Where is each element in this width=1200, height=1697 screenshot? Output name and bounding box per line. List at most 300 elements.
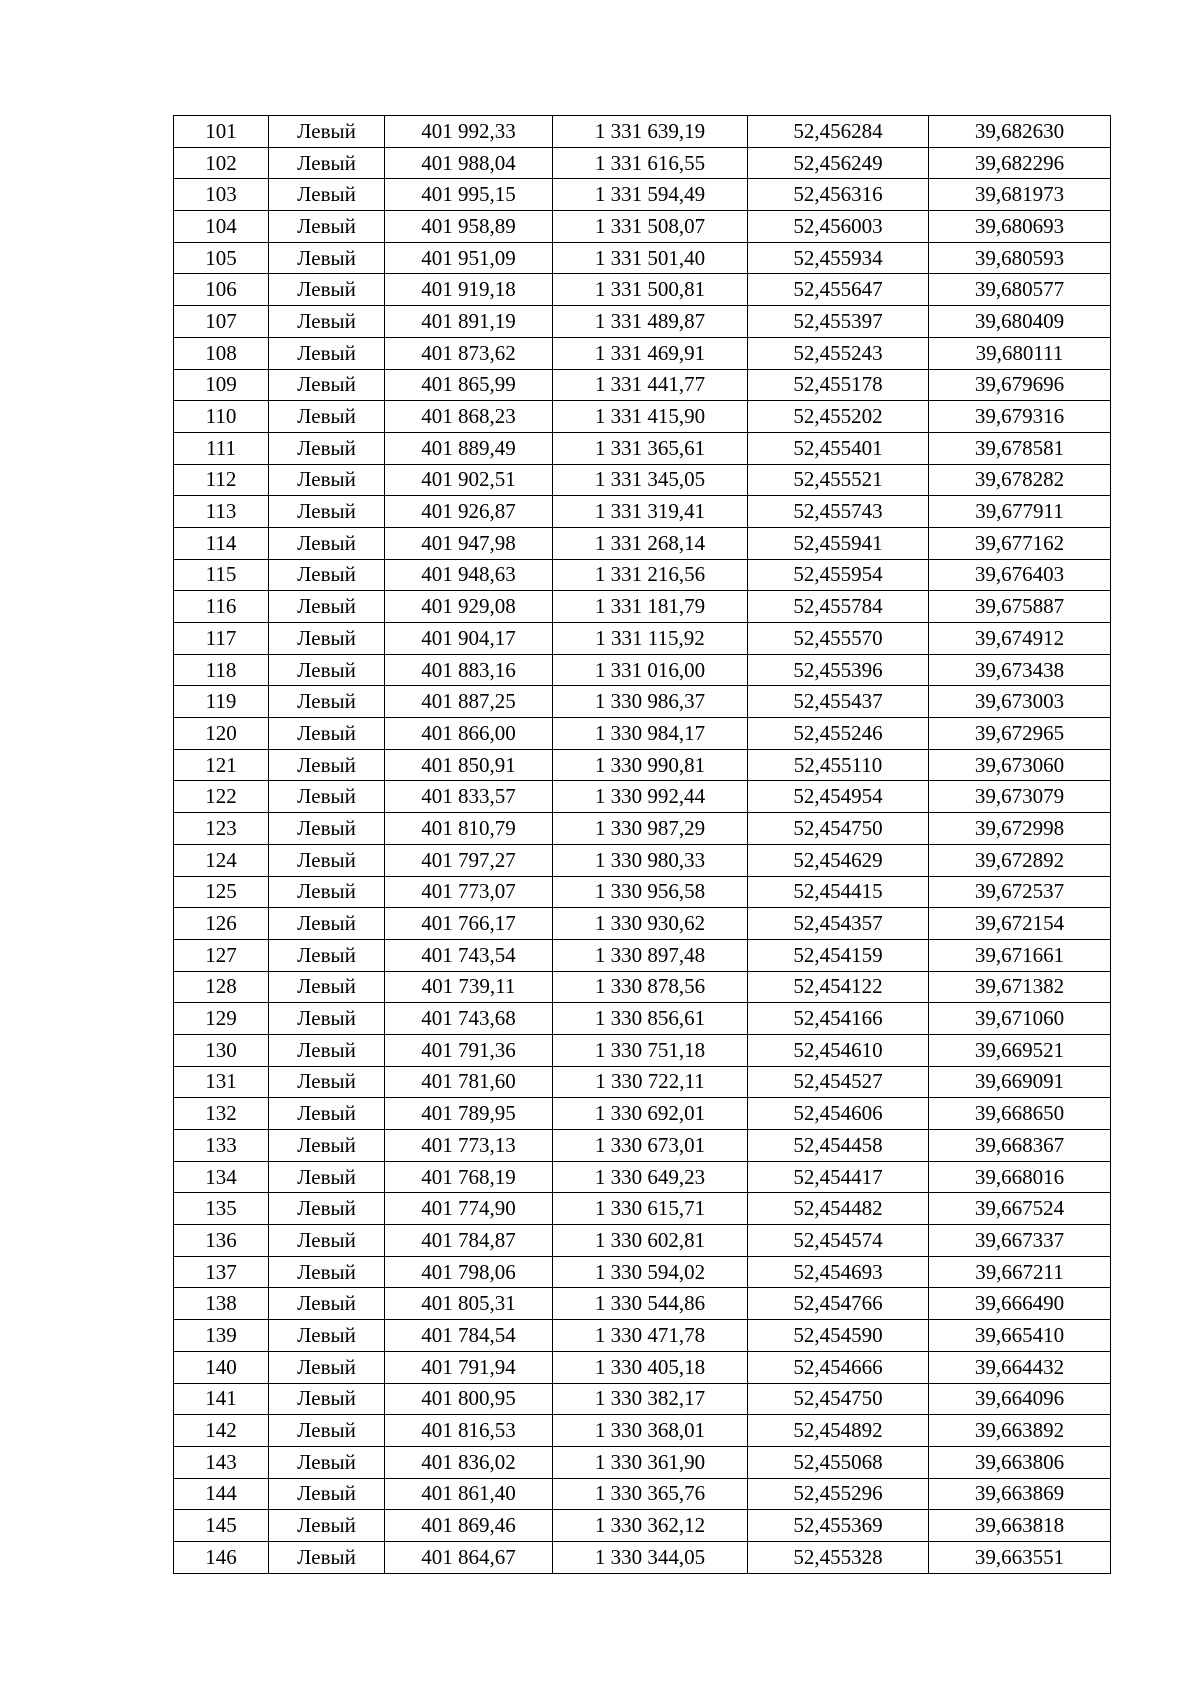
latitude-cell: 52,454527 [748, 1066, 929, 1098]
latitude-cell: 52,455328 [748, 1541, 929, 1573]
latitude-cell: 52,455202 [748, 401, 929, 433]
table-row [174, 1098, 1111, 1130]
side-cell: Левый [269, 211, 385, 243]
y-coordinate-cell: 1 330 992,44 [553, 781, 748, 813]
y-coordinate-cell: 1 331 319,41 [553, 496, 748, 528]
longitude-cell: 39,678282 [929, 464, 1111, 496]
latitude-cell: 52,454458 [748, 1130, 929, 1162]
point-number-cell: 107 [174, 306, 269, 338]
side-cell: Левый [269, 306, 385, 338]
x-coordinate-cell: 401 739,11 [385, 971, 553, 1003]
table-row [174, 1193, 1111, 1225]
table-row [174, 971, 1111, 1003]
side-cell: Левый [269, 432, 385, 464]
x-coordinate-cell: 401 791,94 [385, 1351, 553, 1383]
y-coordinate-cell: 1 331 365,61 [553, 432, 748, 464]
x-coordinate-cell: 401 919,18 [385, 274, 553, 306]
point-number-cell: 126 [174, 908, 269, 940]
table-row [174, 337, 1111, 369]
point-number-cell: 113 [174, 496, 269, 528]
table-row [174, 1288, 1111, 1320]
latitude-cell: 52,454590 [748, 1320, 929, 1352]
longitude-cell: 39,673079 [929, 781, 1111, 813]
table-row [174, 432, 1111, 464]
y-coordinate-cell: 1 331 415,90 [553, 401, 748, 433]
table-row [174, 1415, 1111, 1447]
y-coordinate-cell: 1 330 930,62 [553, 908, 748, 940]
latitude-cell: 52,455954 [748, 559, 929, 591]
point-number-cell: 122 [174, 781, 269, 813]
point-number-cell: 120 [174, 718, 269, 750]
y-coordinate-cell: 1 331 268,14 [553, 527, 748, 559]
point-number-cell: 129 [174, 1003, 269, 1035]
longitude-cell: 39,681973 [929, 179, 1111, 211]
table-row [174, 813, 1111, 845]
latitude-cell: 52,455397 [748, 306, 929, 338]
longitude-cell: 39,672537 [929, 876, 1111, 908]
point-number-cell: 108 [174, 337, 269, 369]
latitude-cell: 52,455178 [748, 369, 929, 401]
table-row [174, 369, 1111, 401]
point-number-cell: 139 [174, 1320, 269, 1352]
longitude-cell: 39,668016 [929, 1161, 1111, 1193]
x-coordinate-cell: 401 850,91 [385, 749, 553, 781]
longitude-cell: 39,664432 [929, 1351, 1111, 1383]
y-coordinate-cell: 1 331 639,19 [553, 116, 748, 148]
point-number-cell: 103 [174, 179, 269, 211]
point-number-cell: 138 [174, 1288, 269, 1320]
longitude-cell: 39,675887 [929, 591, 1111, 623]
latitude-cell: 52,455784 [748, 591, 929, 623]
side-cell: Левый [269, 1066, 385, 1098]
table-row [174, 939, 1111, 971]
latitude-cell: 52,454415 [748, 876, 929, 908]
longitude-cell: 39,673060 [929, 749, 1111, 781]
point-number-cell: 117 [174, 623, 269, 655]
longitude-cell: 39,663806 [929, 1446, 1111, 1478]
latitude-cell: 52,454629 [748, 844, 929, 876]
x-coordinate-cell: 401 833,57 [385, 781, 553, 813]
point-number-cell: 119 [174, 686, 269, 718]
side-cell: Левый [269, 1034, 385, 1066]
latitude-cell: 52,454574 [748, 1225, 929, 1257]
longitude-cell: 39,669091 [929, 1066, 1111, 1098]
side-cell: Левый [269, 1098, 385, 1130]
x-coordinate-cell: 401 869,46 [385, 1510, 553, 1542]
point-number-cell: 128 [174, 971, 269, 1003]
table-row [174, 654, 1111, 686]
longitude-cell: 39,667211 [929, 1256, 1111, 1288]
point-number-cell: 145 [174, 1510, 269, 1542]
y-coordinate-cell: 1 330 673,01 [553, 1130, 748, 1162]
point-number-cell: 142 [174, 1415, 269, 1447]
longitude-cell: 39,666490 [929, 1288, 1111, 1320]
point-number-cell: 135 [174, 1193, 269, 1225]
y-coordinate-cell: 1 330 751,18 [553, 1034, 748, 1066]
point-number-cell: 146 [174, 1541, 269, 1573]
side-cell: Левый [269, 1383, 385, 1415]
table-row [174, 1351, 1111, 1383]
longitude-cell: 39,672892 [929, 844, 1111, 876]
point-number-cell: 114 [174, 527, 269, 559]
longitude-cell: 39,676403 [929, 559, 1111, 591]
point-number-cell: 121 [174, 749, 269, 781]
y-coordinate-cell: 1 330 405,18 [553, 1351, 748, 1383]
longitude-cell: 39,671661 [929, 939, 1111, 971]
y-coordinate-cell: 1 330 544,86 [553, 1288, 748, 1320]
table-row [174, 306, 1111, 338]
point-number-cell: 116 [174, 591, 269, 623]
side-cell: Левый [269, 591, 385, 623]
latitude-cell: 52,455110 [748, 749, 929, 781]
side-cell: Левый [269, 147, 385, 179]
table-row [174, 844, 1111, 876]
side-cell: Левый [269, 908, 385, 940]
y-coordinate-cell: 1 331 216,56 [553, 559, 748, 591]
side-cell: Левый [269, 813, 385, 845]
x-coordinate-cell: 401 926,87 [385, 496, 553, 528]
side-cell: Левый [269, 1256, 385, 1288]
point-number-cell: 112 [174, 464, 269, 496]
latitude-cell: 52,455743 [748, 496, 929, 528]
table-row [174, 1130, 1111, 1162]
longitude-cell: 39,672154 [929, 908, 1111, 940]
table-row [174, 908, 1111, 940]
longitude-cell: 39,680409 [929, 306, 1111, 338]
coordinates-table-body [174, 116, 1111, 1574]
table-row [174, 1446, 1111, 1478]
side-cell: Левый [269, 654, 385, 686]
latitude-cell: 52,455369 [748, 1510, 929, 1542]
point-number-cell: 130 [174, 1034, 269, 1066]
x-coordinate-cell: 401 781,60 [385, 1066, 553, 1098]
longitude-cell: 39,668650 [929, 1098, 1111, 1130]
table-row [174, 1066, 1111, 1098]
y-coordinate-cell: 1 330 980,33 [553, 844, 748, 876]
point-number-cell: 124 [174, 844, 269, 876]
side-cell: Левый [269, 337, 385, 369]
x-coordinate-cell: 401 988,04 [385, 147, 553, 179]
table-row [174, 147, 1111, 179]
side-cell: Левый [269, 116, 385, 148]
point-number-cell: 109 [174, 369, 269, 401]
side-cell: Левый [269, 623, 385, 655]
x-coordinate-cell: 401 904,17 [385, 623, 553, 655]
y-coordinate-cell: 1 330 615,71 [553, 1193, 748, 1225]
table-row [174, 781, 1111, 813]
side-cell: Левый [269, 242, 385, 274]
point-number-cell: 110 [174, 401, 269, 433]
point-number-cell: 106 [174, 274, 269, 306]
side-cell: Левый [269, 1288, 385, 1320]
y-coordinate-cell: 1 331 508,07 [553, 211, 748, 243]
x-coordinate-cell: 401 798,06 [385, 1256, 553, 1288]
side-cell: Левый [269, 876, 385, 908]
latitude-cell: 52,455246 [748, 718, 929, 750]
latitude-cell: 52,456003 [748, 211, 929, 243]
latitude-cell: 52,454610 [748, 1034, 929, 1066]
latitude-cell: 52,454159 [748, 939, 929, 971]
latitude-cell: 52,454892 [748, 1415, 929, 1447]
x-coordinate-cell: 401 743,54 [385, 939, 553, 971]
point-number-cell: 134 [174, 1161, 269, 1193]
latitude-cell: 52,454666 [748, 1351, 929, 1383]
longitude-cell: 39,682296 [929, 147, 1111, 179]
longitude-cell: 39,663869 [929, 1478, 1111, 1510]
y-coordinate-cell: 1 331 469,91 [553, 337, 748, 369]
longitude-cell: 39,674912 [929, 623, 1111, 655]
side-cell: Левый [269, 718, 385, 750]
longitude-cell: 39,663892 [929, 1415, 1111, 1447]
latitude-cell: 52,455401 [748, 432, 929, 464]
side-cell: Левый [269, 1003, 385, 1035]
table-row [174, 1034, 1111, 1066]
latitude-cell: 52,455437 [748, 686, 929, 718]
point-number-cell: 143 [174, 1446, 269, 1478]
y-coordinate-cell: 1 330 986,37 [553, 686, 748, 718]
x-coordinate-cell: 401 861,40 [385, 1478, 553, 1510]
table-row [174, 718, 1111, 750]
side-cell: Левый [269, 559, 385, 591]
table-row [174, 401, 1111, 433]
latitude-cell: 52,454693 [748, 1256, 929, 1288]
latitude-cell: 52,455243 [748, 337, 929, 369]
x-coordinate-cell: 401 816,53 [385, 1415, 553, 1447]
table-row [174, 623, 1111, 655]
x-coordinate-cell: 401 951,09 [385, 242, 553, 274]
side-cell: Левый [269, 1225, 385, 1257]
point-number-cell: 141 [174, 1383, 269, 1415]
point-number-cell: 140 [174, 1351, 269, 1383]
table-row [174, 559, 1111, 591]
y-coordinate-cell: 1 330 649,23 [553, 1161, 748, 1193]
x-coordinate-cell: 401 773,07 [385, 876, 553, 908]
point-number-cell: 131 [174, 1066, 269, 1098]
longitude-cell: 39,663818 [929, 1510, 1111, 1542]
longitude-cell: 39,663551 [929, 1541, 1111, 1573]
side-cell: Левый [269, 1541, 385, 1573]
side-cell: Левый [269, 1193, 385, 1225]
x-coordinate-cell: 401 791,36 [385, 1034, 553, 1066]
latitude-cell: 52,454606 [748, 1098, 929, 1130]
y-coordinate-cell: 1 331 501,40 [553, 242, 748, 274]
side-cell: Левый [269, 686, 385, 718]
side-cell: Левый [269, 1161, 385, 1193]
latitude-cell: 52,454482 [748, 1193, 929, 1225]
latitude-cell: 52,455296 [748, 1478, 929, 1510]
y-coordinate-cell: 1 331 181,79 [553, 591, 748, 623]
longitude-cell: 39,669521 [929, 1034, 1111, 1066]
side-cell: Левый [269, 464, 385, 496]
x-coordinate-cell: 401 887,25 [385, 686, 553, 718]
y-coordinate-cell: 1 330 897,48 [553, 939, 748, 971]
longitude-cell: 39,682630 [929, 116, 1111, 148]
x-coordinate-cell: 401 864,67 [385, 1541, 553, 1573]
table-row [174, 1383, 1111, 1415]
table-row [174, 876, 1111, 908]
y-coordinate-cell: 1 330 984,17 [553, 718, 748, 750]
y-coordinate-cell: 1 330 471,78 [553, 1320, 748, 1352]
x-coordinate-cell: 401 891,19 [385, 306, 553, 338]
table-row [174, 1256, 1111, 1288]
x-coordinate-cell: 401 948,63 [385, 559, 553, 591]
latitude-cell: 52,454766 [748, 1288, 929, 1320]
y-coordinate-cell: 1 330 692,01 [553, 1098, 748, 1130]
side-cell: Левый [269, 179, 385, 211]
table-row [174, 179, 1111, 211]
longitude-cell: 39,680693 [929, 211, 1111, 243]
side-cell: Левый [269, 971, 385, 1003]
side-cell: Левый [269, 1320, 385, 1352]
x-coordinate-cell: 401 995,15 [385, 179, 553, 211]
x-coordinate-cell: 401 868,23 [385, 401, 553, 433]
y-coordinate-cell: 1 330 878,56 [553, 971, 748, 1003]
table-row [174, 464, 1111, 496]
longitude-cell: 39,667524 [929, 1193, 1111, 1225]
point-number-cell: 137 [174, 1256, 269, 1288]
y-coordinate-cell: 1 331 441,77 [553, 369, 748, 401]
y-coordinate-cell: 1 331 016,00 [553, 654, 748, 686]
y-coordinate-cell: 1 330 365,76 [553, 1478, 748, 1510]
x-coordinate-cell: 401 743,68 [385, 1003, 553, 1035]
x-coordinate-cell: 401 805,31 [385, 1288, 553, 1320]
x-coordinate-cell: 401 836,02 [385, 1446, 553, 1478]
side-cell: Левый [269, 1415, 385, 1447]
y-coordinate-cell: 1 331 594,49 [553, 179, 748, 211]
y-coordinate-cell: 1 330 856,61 [553, 1003, 748, 1035]
x-coordinate-cell: 401 865,99 [385, 369, 553, 401]
latitude-cell: 52,455521 [748, 464, 929, 496]
latitude-cell: 52,454357 [748, 908, 929, 940]
x-coordinate-cell: 401 768,19 [385, 1161, 553, 1193]
coordinates-table [173, 115, 1111, 1574]
side-cell: Левый [269, 496, 385, 528]
side-cell: Левый [269, 274, 385, 306]
table-row [174, 116, 1111, 148]
y-coordinate-cell: 1 330 344,05 [553, 1541, 748, 1573]
point-number-cell: 101 [174, 116, 269, 148]
latitude-cell: 52,454954 [748, 781, 929, 813]
table-row [174, 1510, 1111, 1542]
side-cell: Левый [269, 844, 385, 876]
point-number-cell: 132 [174, 1098, 269, 1130]
latitude-cell: 52,455941 [748, 527, 929, 559]
point-number-cell: 111 [174, 432, 269, 464]
point-number-cell: 123 [174, 813, 269, 845]
latitude-cell: 52,454122 [748, 971, 929, 1003]
y-coordinate-cell: 1 330 722,11 [553, 1066, 748, 1098]
y-coordinate-cell: 1 331 345,05 [553, 464, 748, 496]
side-cell: Левый [269, 1510, 385, 1542]
longitude-cell: 39,672998 [929, 813, 1111, 845]
y-coordinate-cell: 1 331 616,55 [553, 147, 748, 179]
x-coordinate-cell: 401 774,90 [385, 1193, 553, 1225]
x-coordinate-cell: 401 958,89 [385, 211, 553, 243]
latitude-cell: 52,456249 [748, 147, 929, 179]
y-coordinate-cell: 1 330 361,90 [553, 1446, 748, 1478]
table-row [174, 274, 1111, 306]
y-coordinate-cell: 1 330 956,58 [553, 876, 748, 908]
y-coordinate-cell: 1 331 500,81 [553, 274, 748, 306]
point-number-cell: 125 [174, 876, 269, 908]
longitude-cell: 39,664096 [929, 1383, 1111, 1415]
table-row [174, 496, 1111, 528]
point-number-cell: 115 [174, 559, 269, 591]
side-cell: Левый [269, 749, 385, 781]
latitude-cell: 52,455068 [748, 1446, 929, 1478]
latitude-cell: 52,455934 [748, 242, 929, 274]
point-number-cell: 144 [174, 1478, 269, 1510]
table-row [174, 1541, 1111, 1573]
latitude-cell: 52,455647 [748, 274, 929, 306]
latitude-cell: 52,456316 [748, 179, 929, 211]
point-number-cell: 105 [174, 242, 269, 274]
longitude-cell: 39,673438 [929, 654, 1111, 686]
x-coordinate-cell: 401 773,13 [385, 1130, 553, 1162]
point-number-cell: 102 [174, 147, 269, 179]
table-row [174, 1320, 1111, 1352]
longitude-cell: 39,680577 [929, 274, 1111, 306]
y-coordinate-cell: 1 331 115,92 [553, 623, 748, 655]
point-number-cell: 136 [174, 1225, 269, 1257]
longitude-cell: 39,680111 [929, 337, 1111, 369]
longitude-cell: 39,667337 [929, 1225, 1111, 1257]
x-coordinate-cell: 401 883,16 [385, 654, 553, 686]
latitude-cell: 52,455396 [748, 654, 929, 686]
x-coordinate-cell: 401 789,95 [385, 1098, 553, 1130]
y-coordinate-cell: 1 330 362,12 [553, 1510, 748, 1542]
y-coordinate-cell: 1 331 489,87 [553, 306, 748, 338]
y-coordinate-cell: 1 330 602,81 [553, 1225, 748, 1257]
table-row [174, 749, 1111, 781]
table-row [174, 686, 1111, 718]
side-cell: Левый [269, 401, 385, 433]
longitude-cell: 39,671382 [929, 971, 1111, 1003]
side-cell: Левый [269, 1446, 385, 1478]
x-coordinate-cell: 401 784,87 [385, 1225, 553, 1257]
longitude-cell: 39,668367 [929, 1130, 1111, 1162]
x-coordinate-cell: 401 902,51 [385, 464, 553, 496]
longitude-cell: 39,679316 [929, 401, 1111, 433]
x-coordinate-cell: 401 810,79 [385, 813, 553, 845]
table-row [174, 1003, 1111, 1035]
y-coordinate-cell: 1 330 987,29 [553, 813, 748, 845]
side-cell: Левый [269, 369, 385, 401]
x-coordinate-cell: 401 766,17 [385, 908, 553, 940]
x-coordinate-cell: 401 784,54 [385, 1320, 553, 1352]
longitude-cell: 39,665410 [929, 1320, 1111, 1352]
x-coordinate-cell: 401 929,08 [385, 591, 553, 623]
table-row [174, 1161, 1111, 1193]
x-coordinate-cell: 401 797,27 [385, 844, 553, 876]
point-number-cell: 133 [174, 1130, 269, 1162]
x-coordinate-cell: 401 800,95 [385, 1383, 553, 1415]
point-number-cell: 104 [174, 211, 269, 243]
longitude-cell: 39,678581 [929, 432, 1111, 464]
longitude-cell: 39,673003 [929, 686, 1111, 718]
y-coordinate-cell: 1 330 594,02 [553, 1256, 748, 1288]
latitude-cell: 52,456284 [748, 116, 929, 148]
table-row [174, 591, 1111, 623]
side-cell: Левый [269, 1130, 385, 1162]
side-cell: Левый [269, 939, 385, 971]
x-coordinate-cell: 401 992,33 [385, 116, 553, 148]
longitude-cell: 39,677162 [929, 527, 1111, 559]
latitude-cell: 52,455570 [748, 623, 929, 655]
longitude-cell: 39,679696 [929, 369, 1111, 401]
point-number-cell: 118 [174, 654, 269, 686]
y-coordinate-cell: 1 330 382,17 [553, 1383, 748, 1415]
